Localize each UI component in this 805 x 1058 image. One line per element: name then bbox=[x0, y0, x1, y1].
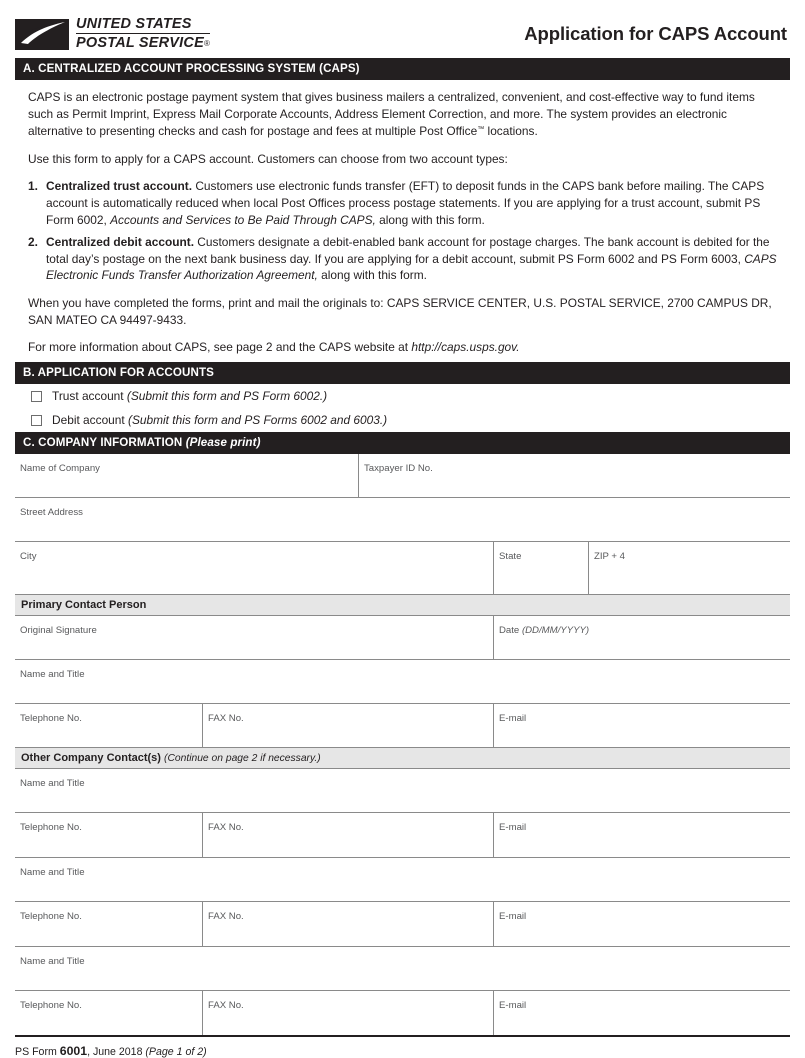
form-row-city-state-zip bbox=[15, 542, 790, 595]
field-fax[interactable] bbox=[202, 902, 493, 946]
checkbox-label-trust: Trust account (Submit this form and PS Form 6002.) bbox=[52, 388, 328, 403]
label-name-and-title: Name and Title bbox=[20, 777, 85, 789]
field-fax[interactable] bbox=[202, 813, 493, 857]
field-fax[interactable] bbox=[202, 704, 493, 747]
checkbox-trust-account[interactable] bbox=[31, 391, 42, 402]
label-email: E-mail bbox=[499, 712, 527, 724]
label-telephone: Telephone No. bbox=[20, 999, 82, 1011]
field-fax[interactable] bbox=[202, 991, 493, 1035]
section-b-header: B. APPLICATION FOR ACCOUNTS bbox=[15, 362, 790, 384]
list-item-text-1: Customers designate a debit-enabled bank account for postage charges. The bank account is debited for the total day’s postage on the next bank business day. If you are applying for a debit account, submit PS Form 6002 and PS Form 6003, bbox=[46, 235, 770, 266]
label-fax: FAX No. bbox=[208, 999, 244, 1011]
subsection-other-contacts-header: Other Company Contact(s) (Continue on page 2 if necessary.) bbox=[15, 748, 790, 769]
label-email: E-mail bbox=[499, 821, 527, 833]
field-email[interactable] bbox=[493, 704, 790, 747]
field-date[interactable] bbox=[493, 616, 790, 659]
label-telephone: Telephone No. bbox=[20, 821, 82, 833]
label-taxpayer-id: Taxpayer ID No. bbox=[364, 462, 433, 474]
page-header bbox=[15, 0, 790, 58]
form-row-street-address bbox=[15, 498, 790, 542]
list-item-text-2: along with this form. bbox=[375, 212, 485, 227]
form-row-name-title-primary bbox=[15, 660, 790, 704]
section-c-header: C. COMPANY INFORMATION (Please print) bbox=[15, 432, 790, 454]
form-row-name-title-other-2 bbox=[15, 858, 790, 902]
usps-wordmark bbox=[76, 17, 210, 51]
form-row-contact-other-2 bbox=[15, 902, 790, 947]
field-name-and-title[interactable] bbox=[15, 769, 790, 812]
list-number: 1. bbox=[28, 179, 38, 194]
form-row-name-title-other-3 bbox=[15, 947, 790, 991]
label-telephone: Telephone No. bbox=[20, 910, 82, 922]
label-zip: ZIP + 4 bbox=[594, 550, 626, 562]
label-name-and-title: Name and Title bbox=[20, 955, 85, 967]
label-street-address: Street Address bbox=[20, 506, 83, 518]
form-row-company-name bbox=[15, 454, 790, 498]
label-name-and-title: Name and Title bbox=[20, 668, 85, 680]
list-item-italic: Accounts and Services to Be Paid Through CAPS, bbox=[110, 212, 376, 227]
field-taxpayer-id[interactable] bbox=[358, 454, 790, 497]
field-email[interactable] bbox=[493, 991, 790, 1035]
field-name-and-title[interactable] bbox=[15, 858, 790, 901]
field-name-and-title[interactable] bbox=[15, 947, 790, 990]
section-a-body bbox=[15, 80, 790, 362]
intro-paragraph-1: CAPS is an electronic postage payment system that gives business mailers a centralized, convenient, and cost-effective way to fund items such as Permit Imprint, Express Mail Corporate Accounts, Address Element Correction, and more. The system provides an electronic alternative to presenting checks and cash for postage and fees at multiple Post Office™ locations. bbox=[28, 90, 755, 139]
checkbox-debit-account[interactable] bbox=[31, 415, 42, 426]
form-row-contact-other-1 bbox=[15, 813, 790, 858]
form-row-signature-date bbox=[15, 616, 790, 660]
list-item-title: Centralized debit account. bbox=[46, 235, 194, 250]
list-item-title: Centralized trust account. bbox=[46, 179, 193, 194]
field-name-and-title[interactable] bbox=[15, 660, 790, 703]
field-zip[interactable] bbox=[588, 542, 790, 594]
page-title: Application for CAPS Account bbox=[524, 23, 787, 44]
field-state[interactable] bbox=[493, 542, 588, 594]
registered-mark-icon: ® bbox=[203, 38, 210, 48]
usps-eagle-icon bbox=[15, 19, 69, 50]
field-name-of-company[interactable] bbox=[15, 454, 358, 497]
mailing-address-paragraph: When you have completed the forms, print and mail the originals to: CAPS SERVICE CENTER, U.S. POSTAL SERVICE, 2700 CAMPUS DR, SAN MATEO CA 94497-9433. bbox=[28, 295, 772, 327]
field-telephone[interactable] bbox=[15, 813, 202, 857]
field-email[interactable] bbox=[493, 902, 790, 946]
field-city[interactable] bbox=[15, 542, 493, 594]
subsection-primary-contact-header: Primary Contact Person bbox=[15, 595, 790, 616]
caps-website-link[interactable]: http://caps.usps.gov. bbox=[411, 340, 520, 355]
form-row-contact-primary bbox=[15, 704, 790, 748]
label-telephone: Telephone No. bbox=[20, 712, 82, 724]
label-original-signature: Original Signature bbox=[20, 624, 97, 636]
label-fax: FAX No. bbox=[208, 910, 244, 922]
field-email[interactable] bbox=[493, 813, 790, 857]
field-telephone[interactable] bbox=[15, 902, 202, 946]
form-row-name-title-other-1 bbox=[15, 769, 790, 813]
logo-line-1: UNITED STATES bbox=[76, 17, 210, 34]
section-a-header: A. CENTRALIZED ACCOUNT PROCESSING SYSTEM (CAPS) bbox=[15, 58, 790, 80]
logo-line-2: POSTAL SERVICE® bbox=[76, 34, 210, 51]
usps-logo bbox=[15, 17, 210, 51]
list-number: 2. bbox=[28, 235, 38, 250]
account-type-item bbox=[28, 234, 777, 284]
field-street-address[interactable] bbox=[15, 498, 790, 541]
checkbox-label-debit: Debit account (Submit this form and PS Forms 6002 and 6003.) bbox=[52, 412, 388, 427]
field-telephone[interactable] bbox=[15, 704, 202, 747]
label-name-and-title: Name and Title bbox=[20, 866, 85, 878]
checkbox-row-trust-account[interactable] bbox=[15, 384, 790, 408]
label-fax: FAX No. bbox=[208, 821, 244, 833]
list-item-text-1: Customers use electronic funds transfer (EFT) to deposit funds in the CAPS bank before mailing. The CAPS account is automatically reduced when local Post Offices process postage statements. If you are applying for a trust account, submit PS Form 6002, bbox=[46, 179, 765, 227]
checkbox-row-debit-account[interactable] bbox=[15, 408, 790, 432]
label-date: Date (DD/MM/YYYY) bbox=[499, 624, 590, 636]
more-info-paragraph: For more information about CAPS, see page 2 and the CAPS website at http://caps.usps.gov. bbox=[28, 340, 520, 355]
label-email: E-mail bbox=[499, 999, 527, 1011]
label-fax: FAX No. bbox=[208, 712, 244, 724]
company-information-form bbox=[15, 454, 790, 1035]
form-footer: PS Form 6001, June 2018 (Page 1 of 2) bbox=[15, 1043, 207, 1058]
field-original-signature[interactable] bbox=[15, 616, 493, 659]
intro-paragraph-2: Use this form to apply for a CAPS account. Customers can choose from two account types: bbox=[28, 151, 508, 166]
label-name-of-company: Name of Company bbox=[20, 462, 100, 474]
account-type-list bbox=[28, 178, 777, 284]
list-item-italic: CAPS Electronic Funds Transfer Authorization Agreement, bbox=[46, 251, 777, 283]
account-type-item bbox=[28, 178, 777, 228]
label-state: State bbox=[499, 550, 522, 562]
form-row-contact-other-3 bbox=[15, 991, 790, 1035]
label-city: City bbox=[20, 550, 37, 562]
label-email: E-mail bbox=[499, 910, 527, 922]
field-telephone[interactable] bbox=[15, 991, 202, 1035]
list-item-text-2: along with this form. bbox=[317, 268, 427, 283]
